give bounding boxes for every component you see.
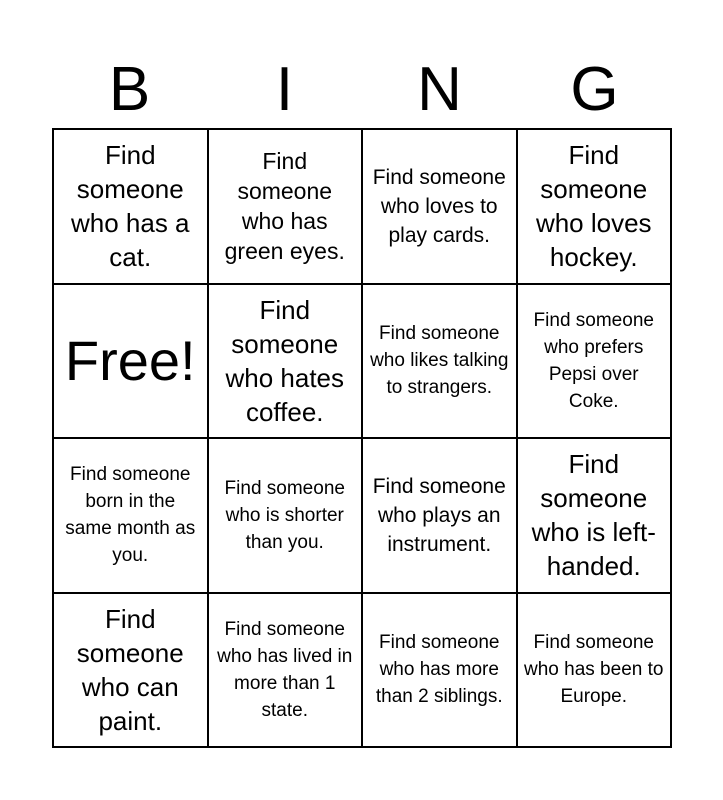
bingo-cell-r3c1[interactable] bbox=[54, 439, 209, 594]
bingo-cell-r1c1[interactable] bbox=[54, 130, 209, 285]
bingo-cell-r1c3[interactable] bbox=[363, 130, 518, 285]
header-letter-g: G bbox=[570, 55, 619, 124]
bingo-cell-r3c4[interactable] bbox=[518, 439, 673, 594]
cell-text: Find someone who loves hockey. bbox=[535, 140, 652, 273]
bingo-cell-r2c3[interactable] bbox=[363, 285, 518, 440]
bingo-board bbox=[52, 128, 672, 748]
cell-text: Find someone who is left-handed. bbox=[531, 449, 656, 582]
bingo-cell-free[interactable] bbox=[54, 285, 209, 440]
cell-text: Find someone who has been to Europe. bbox=[524, 632, 664, 708]
bingo-cell-r2c4[interactable] bbox=[518, 285, 673, 440]
bingo-cell-r4c4[interactable] bbox=[518, 594, 673, 749]
cell-text: Find someone who has lived in more than 1 state. bbox=[217, 618, 353, 721]
cell-text: Find someone who has a cat. bbox=[70, 140, 190, 273]
cell-text: Find someone who loves to play cards. bbox=[372, 165, 506, 247]
bingo-cell-r3c2[interactable] bbox=[209, 439, 364, 594]
bingo-cell-r4c3[interactable] bbox=[363, 594, 518, 749]
free-space-label: Free! bbox=[64, 328, 196, 392]
bingo-cell-r4c1[interactable] bbox=[54, 594, 209, 749]
cell-text: Find someone who plays an instrument. bbox=[372, 474, 506, 556]
cell-text: Find someone who prefers Pepsi over Coke. bbox=[533, 309, 654, 412]
header-letter-b: B bbox=[108, 55, 151, 124]
header-letter-n: N bbox=[417, 55, 462, 124]
cell-text: Find someone who can paint. bbox=[76, 603, 184, 736]
cell-text: Find someone who has more than 2 siblings. bbox=[375, 632, 503, 708]
header-letter-i: I bbox=[275, 55, 294, 124]
bingo-cell-r4c2[interactable] bbox=[209, 594, 364, 749]
cell-text: Find someone born in the same month as you. bbox=[65, 464, 196, 567]
cell-text: Find someone who likes talking to strangers. bbox=[370, 323, 509, 399]
bingo-cell-r2c2[interactable] bbox=[209, 285, 364, 440]
cell-text: Find someone who is shorter than you. bbox=[224, 477, 345, 553]
bingo-cell-r3c3[interactable] bbox=[363, 439, 518, 594]
cell-text: Find someone who hates coffee. bbox=[225, 294, 345, 427]
bingo-cell-r1c4[interactable] bbox=[518, 130, 673, 285]
bingo-cell-r1c2[interactable] bbox=[209, 130, 364, 285]
cell-text: Find someone who has green eyes. bbox=[224, 148, 345, 265]
bingo-header bbox=[52, 52, 672, 128]
